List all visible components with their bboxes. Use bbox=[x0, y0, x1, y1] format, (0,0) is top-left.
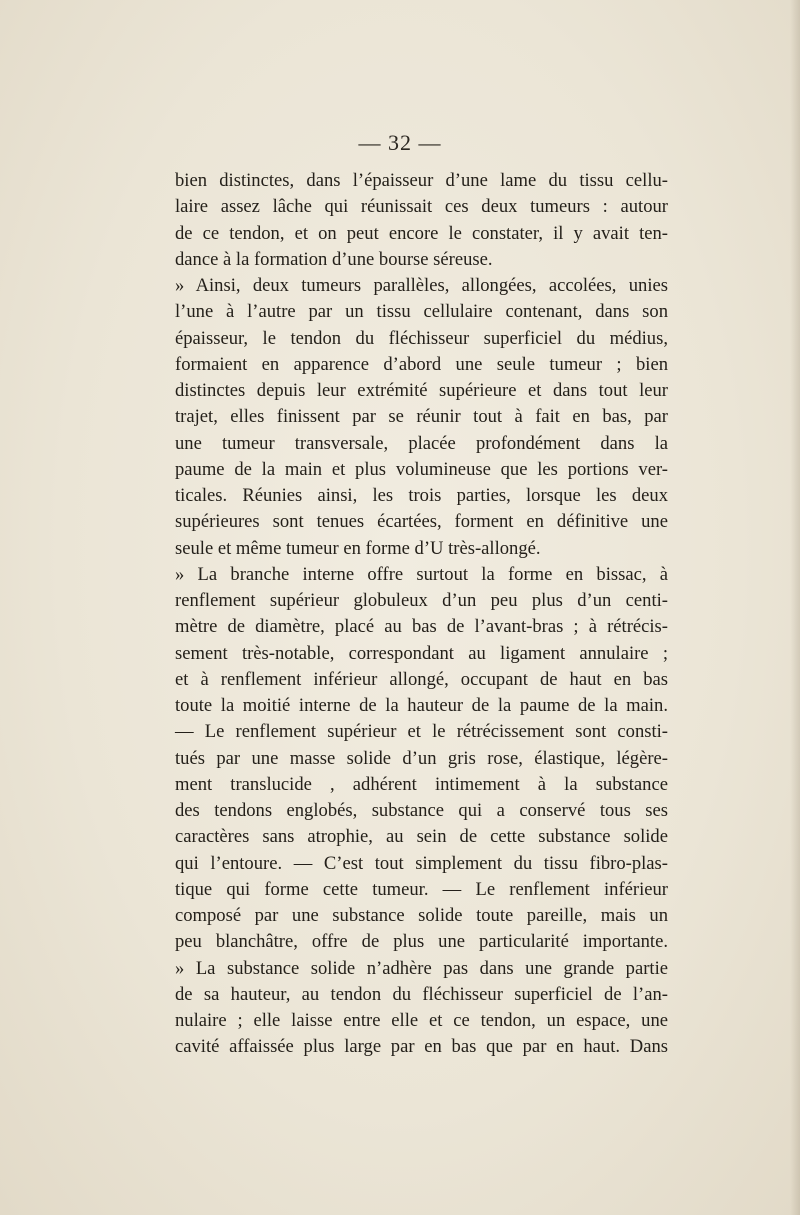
text-line-9: distinctes depuis leur extrémité supérieure et dans tout leur bbox=[175, 380, 668, 401]
text-line-14: supérieures sont tenues écartées, forment en définitive une bbox=[175, 511, 668, 533]
text-line-31: » La substance solide n’adhère pas dans une grande partie bbox=[175, 957, 668, 979]
page-edge-shadow bbox=[790, 0, 800, 1215]
text-line-22: — Le renflement supérieur et le rétrécissement sont consti- bbox=[175, 721, 668, 743]
text-line-15: seule et même tumeur en forme d’U très-allongé. bbox=[175, 537, 541, 559]
text-line-21: toute la moitié interne de la hauteur de la paume de la main. bbox=[175, 695, 668, 716]
body-text bbox=[175, 168, 668, 1061]
text-line-20: et à renflement inférieur allongé, occupant de haut en bas bbox=[175, 668, 668, 690]
text-line-28: tique qui forme cette tumeur. — Le renflement inférieur bbox=[175, 878, 668, 900]
text-line-29: composé par une substance solide toute pareille, mais un bbox=[175, 905, 668, 926]
text-line-17: renflement supérieur globuleux d’un peu plus d’un centi- bbox=[175, 590, 668, 611]
text-line-30: peu blanchâtre, offre de plus une particularité importante. bbox=[175, 931, 668, 953]
text-line-7: épaisseur, le tendon du fléchisseur superficiel du médius, bbox=[175, 327, 668, 349]
text-line-12: paume de la main et plus volumineuse que les portions ver- bbox=[175, 458, 668, 480]
text-line-32: de sa hauteur, au tendon du fléchisseur superficiel de l’an- bbox=[175, 983, 668, 1005]
text-line-13: ticales. Réunies ainsi, les trois parties, lorsque les deux bbox=[175, 485, 668, 506]
text-line-16: » La branche interne offre surtout la forme en bissac, à bbox=[175, 563, 668, 585]
text-line-23: tués par une masse solide d’un gris rose, élastique, légère- bbox=[175, 747, 668, 769]
text-line-19: sement très-notable, correspondant au ligament annulaire ; bbox=[175, 642, 668, 664]
text-line-3: de ce tendon, et on peut encore le constater, il y avait ten- bbox=[175, 222, 668, 244]
text-line-18: mètre de diamètre, placé au bas de l’avant-bras ; à rétrécis- bbox=[175, 616, 668, 638]
text-line-8: formaient en apparence d’abord une seule tumeur ; bien bbox=[175, 353, 668, 375]
text-line-2: laire assez lâche qui réunissait ces deux tumeurs : autour bbox=[175, 196, 668, 218]
text-line-33: nulaire ; elle laisse entre elle et ce tendon, un espace, une bbox=[175, 1010, 668, 1031]
text-line-5: » Ainsi, deux tumeurs parallèles, allongées, accolées, unies bbox=[175, 275, 668, 296]
text-line-34: cavité affaissée plus large par en bas que par en haut. Dans bbox=[175, 1036, 668, 1058]
text-line-24: ment translucide , adhérent intimement à la substance bbox=[175, 773, 668, 795]
page-number: — 32 — bbox=[358, 130, 442, 155]
text-line-1: bien distinctes, dans l’épaisseur d’une lame du tissu cellu- bbox=[175, 170, 668, 191]
text-line-11: une tumeur transversale, placée profondément dans la bbox=[175, 432, 668, 454]
text-line-4: dance à la formation d’une bourse séreuse. bbox=[175, 248, 493, 270]
text-line-25: des tendons englobés, substance qui a conservé tous ses bbox=[175, 800, 668, 821]
text-line-26: caractères sans atrophie, au sein de cette substance solide bbox=[175, 826, 668, 848]
text-line-27: qui l’entoure. — C’est tout simplement du tissu fibro-plas- bbox=[175, 852, 668, 874]
text-line-6: l’une à l’autre par un tissu cellulaire contenant, dans son bbox=[175, 301, 668, 323]
text-line-10: trajet, elles finissent par se réunir tout à fait en bas, par bbox=[175, 406, 668, 428]
